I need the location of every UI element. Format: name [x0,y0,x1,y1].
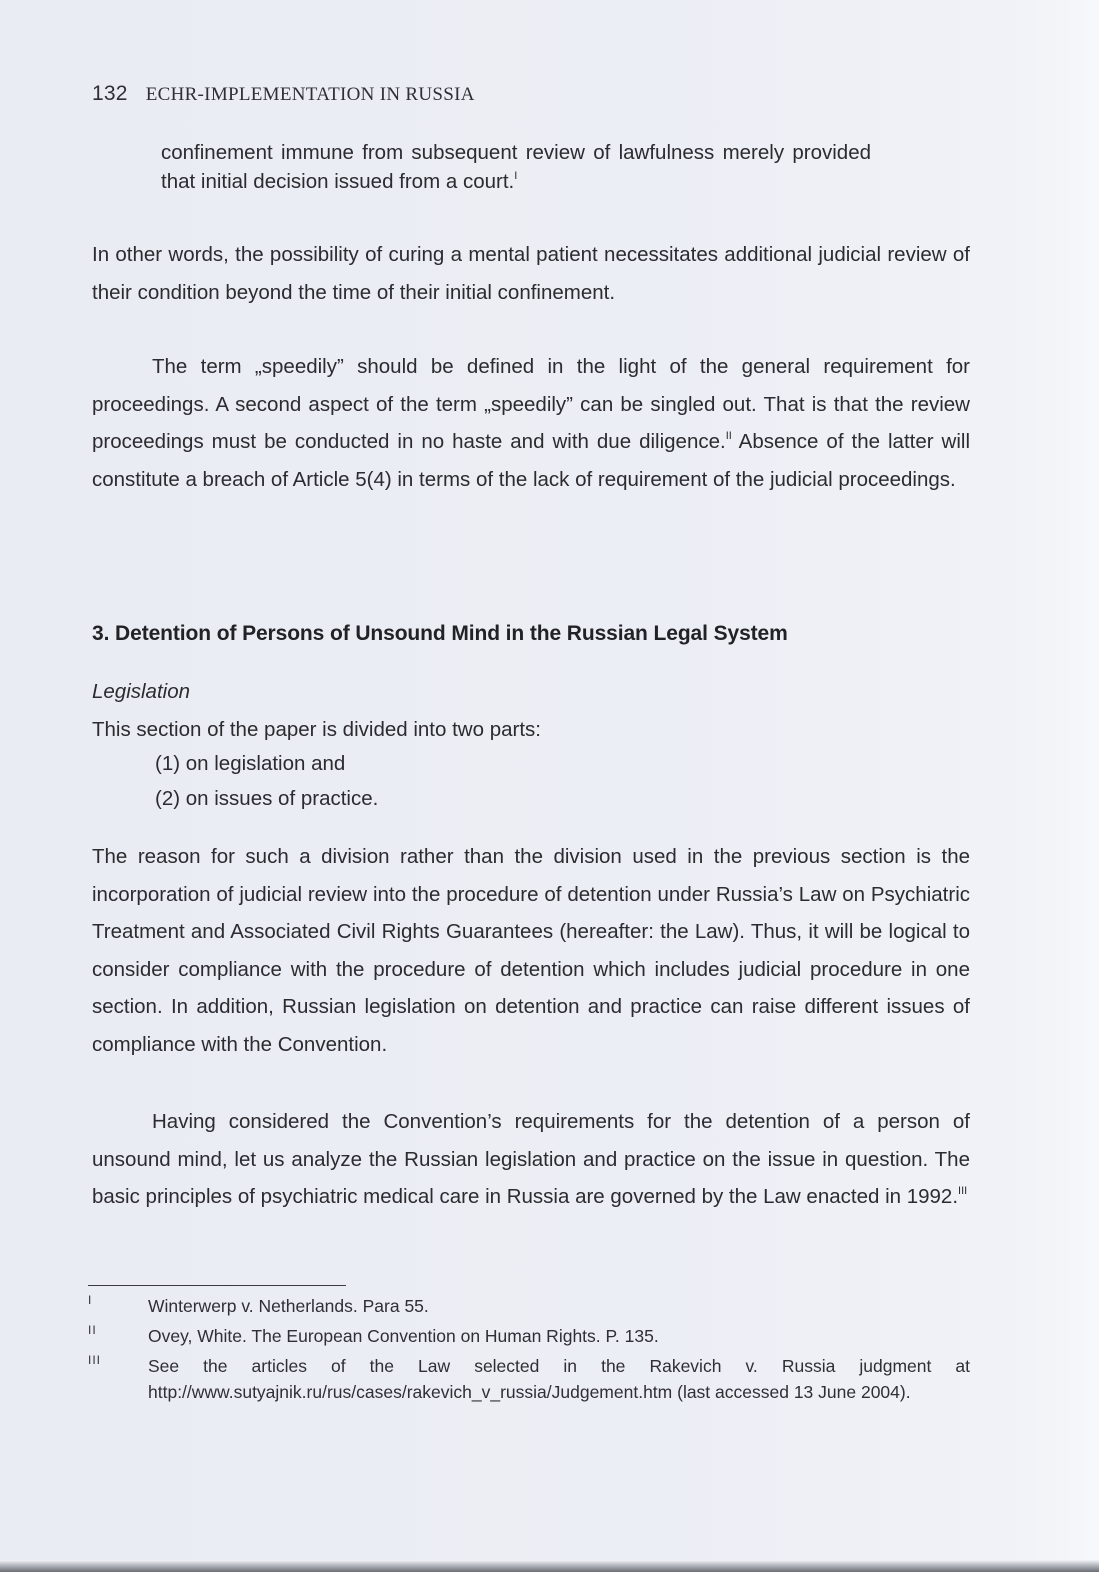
list-item: (1) on legislation and [155,752,346,775]
footnote-mark: III [88,1353,102,1367]
paragraph-division-reason [92,838,970,1063]
paragraph-text: In other words, the possibility of curing a mental patient necessitates additional judicial review of their condition beyond the time of their initial confinement. [92,243,970,304]
footnote-ref-3[interactable]: III [958,1185,968,1197]
scanner-bottom-edge [0,1560,1099,1572]
footnote-mark: II [88,1323,97,1337]
section-heading: 3. Detention of Persons of Unsound Mind in the Russian Legal System [92,622,788,645]
footnote-3 [88,1353,970,1405]
running-title: ECHR-IMPLEMENTATION IN RUSSIA [145,84,475,105]
footnote-url-link[interactable]: http://www.sutyajnik.ru/rus/cases/rakevich_v_russia/Judgement.htm [148,1382,673,1402]
parts-list [155,746,378,816]
paragraph-text: Having considered the Convention’s requirements for the detention of a person of unsound mind, let us analyze the Russian legislation and practice on the issue in question. The basic principles of psychiatric medical care in Russia are governed by the Law enacted in 1992. [92,1110,970,1208]
running-header [92,82,475,106]
footnote-ref-1[interactable]: I [514,170,518,182]
list-item: (2) on issues of practice. [155,787,379,810]
page-edge-shadow [1081,0,1099,1560]
footnote-text: Winterwerp v. Netherlands. Para 55. [148,1296,429,1316]
footnote-mark: I [88,1293,93,1307]
footnote-1 [88,1293,970,1319]
paragraph-curing-patient [92,236,970,311]
footnotes [88,1293,970,1409]
paragraph-text: The reason for such a division rather than the division used in the previous section is the incorporation of judicial review into the procedure of detention under Russia’s Law on Psychiatric Treatment and Associated Civil Rights Guarantees (hereafter: the Law). Thus, it will be logical to consider compliance with the procedure of detention which includes judicial procedure in one section. In addition, Russian legislation on detention and practice can raise different issues of compliance with the Convention. [92,845,970,1056]
footnote-2 [88,1323,970,1349]
footnote-ref-2[interactable]: II [725,430,732,442]
page-number: 132 [92,82,128,105]
paragraph-text-part2: Absence of the latter will constitute a breach of Article 5(4) in terms of the lack of requirement of the judicial proceedings. [92,430,971,491]
footnote-text-before-url: See the articles of the Law selected in the Rakevich v. Russia judgment at [148,1356,970,1376]
paragraph-having-considered [92,1103,970,1216]
paragraph-text-part1: The term „speedily” should be defined in the light of the general requirement for proceedings. A second aspect of the term „speedily” can be singled out. That is that the review proceedings must be conducted in no haste and with due diligence. [92,355,970,453]
footnote-text: Ovey, White. The European Convention on Human Rights. P. 135. [148,1326,659,1346]
block-quote [161,138,871,196]
paragraph-speedily [92,348,970,498]
list-intro: This section of the paper is divided into two parts: [92,718,541,741]
block-quote-text: confinement immune from subsequent review of lawfulness merely provided that initial decision issued from a court. [161,141,871,193]
subheading-legislation: Legislation [92,680,191,703]
footnote-text-after-url: (last accessed 13 June 2004). [672,1382,911,1402]
footnote-divider [88,1285,346,1286]
